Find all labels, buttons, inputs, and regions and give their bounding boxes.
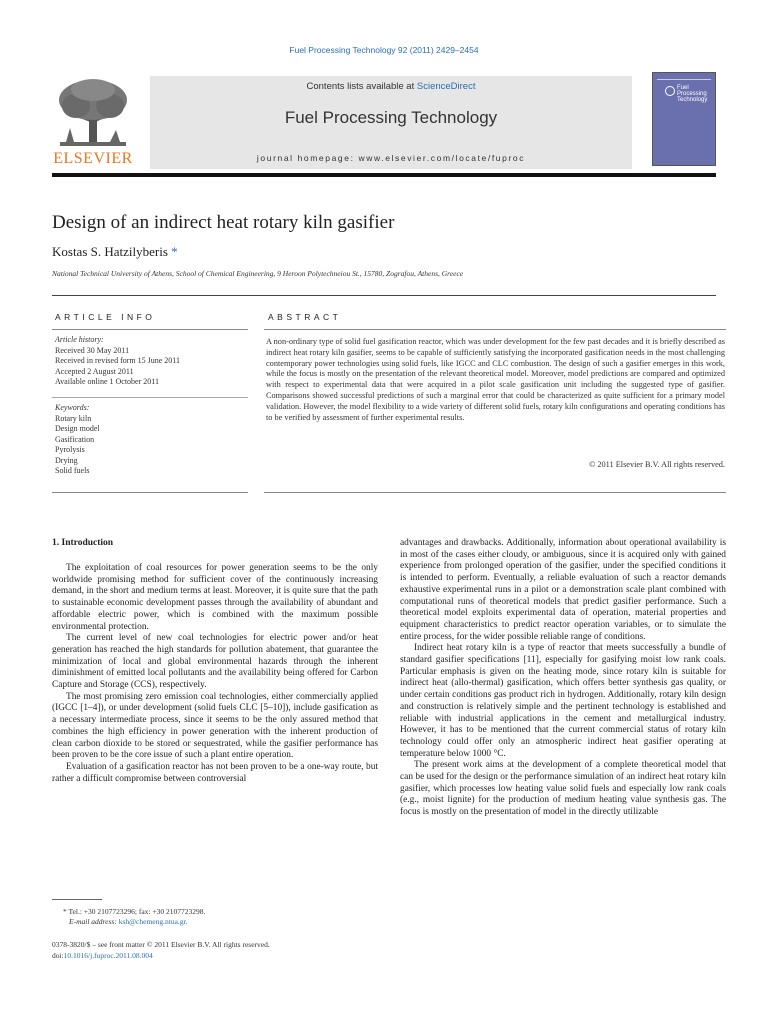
contents-prefix: Contents lists available at xyxy=(306,81,417,92)
header-rule xyxy=(52,173,716,177)
keywords xyxy=(55,403,251,477)
body-paragraph: advantages and drawbacks. Additionally, information about operational availability is in most of the cases either cloudy, or ambiguous, since it is acquired only with gained experience from prolonged operation of the gasifier, under the specified conditions it is intended to perform. Eventually, a reliable evaluation of such a reactor demands exhaustive experimental runs in a pilot or a demonstration scale plant combined with computational runs of theoretical models that predict gasifier performance. Such a theoretical model exploits experimental data of operation, material properties and equipment characteristics to predict reactor operation variables, or to simulate the entire process, for the wider possible reliable range of conditions. xyxy=(400,538,726,642)
footnote-rule xyxy=(52,899,102,900)
footnote-contact: * Tel.: +30 2107723296; fax: +30 2107723298. xyxy=(63,907,206,916)
body-paragraph: Evaluation of a gasification reactor has not been proven to be a one-way route, but rather a difficult compromise between controversial xyxy=(52,761,378,784)
body-paragraph: The current level of new coal technologies for electric power and/or heat generation has reached the high standards for pollution abatement, that guarantee the minimization of local and global environmental hazards through the inherent diminishment of emitted local pollutants and the availability being offered for Carbon Capture and Storage (CCS), respectively. xyxy=(52,633,378,691)
title-rule xyxy=(52,295,716,296)
history-rule xyxy=(52,397,248,398)
history-item: Accepted 2 August 2011 xyxy=(55,366,134,376)
journal-reference[interactable]: Fuel Processing Technology 92 (2011) 2429–2454 xyxy=(289,45,479,55)
doi-link[interactable]: 10.1016/j.fuproc.2011.08.004 xyxy=(63,950,153,960)
history-item: Received in revised form 15 June 2011 xyxy=(55,356,181,365)
cover-band xyxy=(657,79,711,80)
abstract-rule xyxy=(264,329,726,330)
sciencedirect-link[interactable]: ScienceDirect xyxy=(416,81,476,92)
journal-homepage[interactable]: journal homepage: www.elsevier.com/locate/fuproc xyxy=(256,153,526,163)
doi-label: doi: xyxy=(52,950,64,960)
elsevier-wordmark: ELSEVIER xyxy=(53,150,133,167)
email-link[interactable]: ksh@chemeng.ntua.gr. xyxy=(118,917,188,926)
affiliation: National Technical University of Athens, School of Chemical Engineering, 9 Heroon Polytechneiou St., 15780, Zografou, Athens, Greece xyxy=(52,269,464,278)
body-paragraph: The exploitation of coal resources for power generation seems to be the only worldwide promising method for sufficient cover of the continuously increasing demand, in the short and medium terms at least. Moreover, it is quite sure that the path to sustainable economic development passes through the availability of abundant and affordable electric power, which is combined with the maximum possible environmental protection. xyxy=(52,563,378,632)
cover-title-3: Technology xyxy=(677,97,708,103)
footnote xyxy=(63,907,205,927)
history-item: Received 30 May 2011 xyxy=(55,345,130,355)
keyword: Design model xyxy=(55,424,100,433)
history-item: Available online 1 October 2011 xyxy=(55,377,159,386)
journal-cover-image xyxy=(652,72,716,166)
article-title: Design of an indirect heat rotary kiln gasifier xyxy=(52,212,395,233)
body-paragraph: The present work aims at the development of a complete theoretical model that can be used for the design or the performance simulation of an indirect heat rotary kiln gasifier, which processes low heating value solid fuels and especially low rank coals (e.g., moist lignite) for the production of medium heating value synthesis gas. The focus is mostly on the presentation of model in the directly utilizable xyxy=(400,760,726,818)
author-line xyxy=(52,244,178,260)
section-heading-introduction: 1. Introduction xyxy=(52,538,114,548)
body-paragraph: The most promising zero emission coal technologies, either commercially applied (IGCC [1–4]), or under development (solid fuels CLC [5–10]), include gasification as a necessary intermediate process, since it seems to be the only assured method that combines the high efficiency in power generation with the inherent production of clean carbon dioxide to be stored or sequestrated, while the gasifier performance has been proven to be the core issue of such a plant entire operation. xyxy=(52,691,378,761)
abstract-copyright: © 2011 Elsevier B.V. All rights reserved. xyxy=(588,460,725,469)
keyword: Gasification xyxy=(55,434,95,444)
abstract-text: A non-ordinary type of solid fuel gasification reactor, which was under development for the few past decades and it is briefly described as indirect heat rotary kiln gasifier, seems to be capable of sufficiently satisfying the incorporated gasification needs in the most challenging contemporary power technologies using solid fuels, like IGCC and CLC combustion. The design of such a gasifier emerges in this work, while the focus is mostly on the presentation of the relevant theoretical model. Moreover, model predictions are compared and optimized with respect to experimental data that were acquired in a pilot scale gasification unit including the suggested type of gasifier. Comparisons showed successful predictions of such a marginal error that could be characterized as quite sufficient for a primary model validation. However, the model flexibility to a wide variety of different solid fuels, rotary kiln configurations and operating conditions has to be verified by assessment of further experimental results. xyxy=(266,337,725,422)
bottom-meta xyxy=(52,940,270,961)
abstract-bottom-rule xyxy=(264,492,726,493)
keyword: Rotary kiln xyxy=(55,413,92,423)
email-label: E-mail address: xyxy=(69,917,119,926)
cover-logo-icon xyxy=(665,86,675,96)
cover-title xyxy=(677,85,707,103)
keywords-label: Keywords: xyxy=(55,403,90,412)
keyword: Drying xyxy=(55,455,78,465)
doi-line xyxy=(52,951,270,962)
article-info-rule xyxy=(52,329,248,330)
contents-line xyxy=(150,81,632,92)
keyword: Pyrolysis xyxy=(55,445,85,454)
article-history xyxy=(55,335,251,388)
body-left-column xyxy=(52,563,378,785)
body-paragraph: Indirect heat rotary kiln is a type of reactor that meets successfully a bundle of standard gasifier specifications [11], especially for gasifying moist low rank coals. Particular emphasis is given on the heating mode, since rotary kiln is suitable for indirect heat (allo-thermal) gasification, which offers better synthesis gas quality, or under certain conditions gas product rich in hydrogen. Additionally, rotary kiln design and construction is relatively simple and the pertinent technology is established and reliable with industrial applications in the cement and metallurgical industry. However, it has to be mentioned that the current commercial status of rotary kiln technology could offer only an atmospheric indirect heat gasifier operating at temperature below 1000 °C. xyxy=(400,643,726,759)
cover-title-1: Fuel xyxy=(677,85,689,91)
body-right-column xyxy=(400,538,726,819)
keyword: Solid fuels xyxy=(55,466,90,475)
article-info-label: ARTICLE INFO xyxy=(55,312,156,322)
cover-title-2: Processing xyxy=(677,91,707,97)
corresponding-author-mark[interactable]: * xyxy=(171,244,178,259)
info-bottom-rule xyxy=(52,492,248,493)
issn-line: 0378-3820/$ – see front matter © 2011 Elsevier B.V. All rights reserved. xyxy=(52,940,270,949)
abstract-label: ABSTRACT xyxy=(268,312,342,322)
history-label: Article history: xyxy=(55,335,104,344)
author-name: Kostas S. Hatzilyberis xyxy=(52,244,168,259)
journal-title: Fuel Processing Technology xyxy=(284,108,498,127)
footnote-email-line xyxy=(63,917,205,927)
